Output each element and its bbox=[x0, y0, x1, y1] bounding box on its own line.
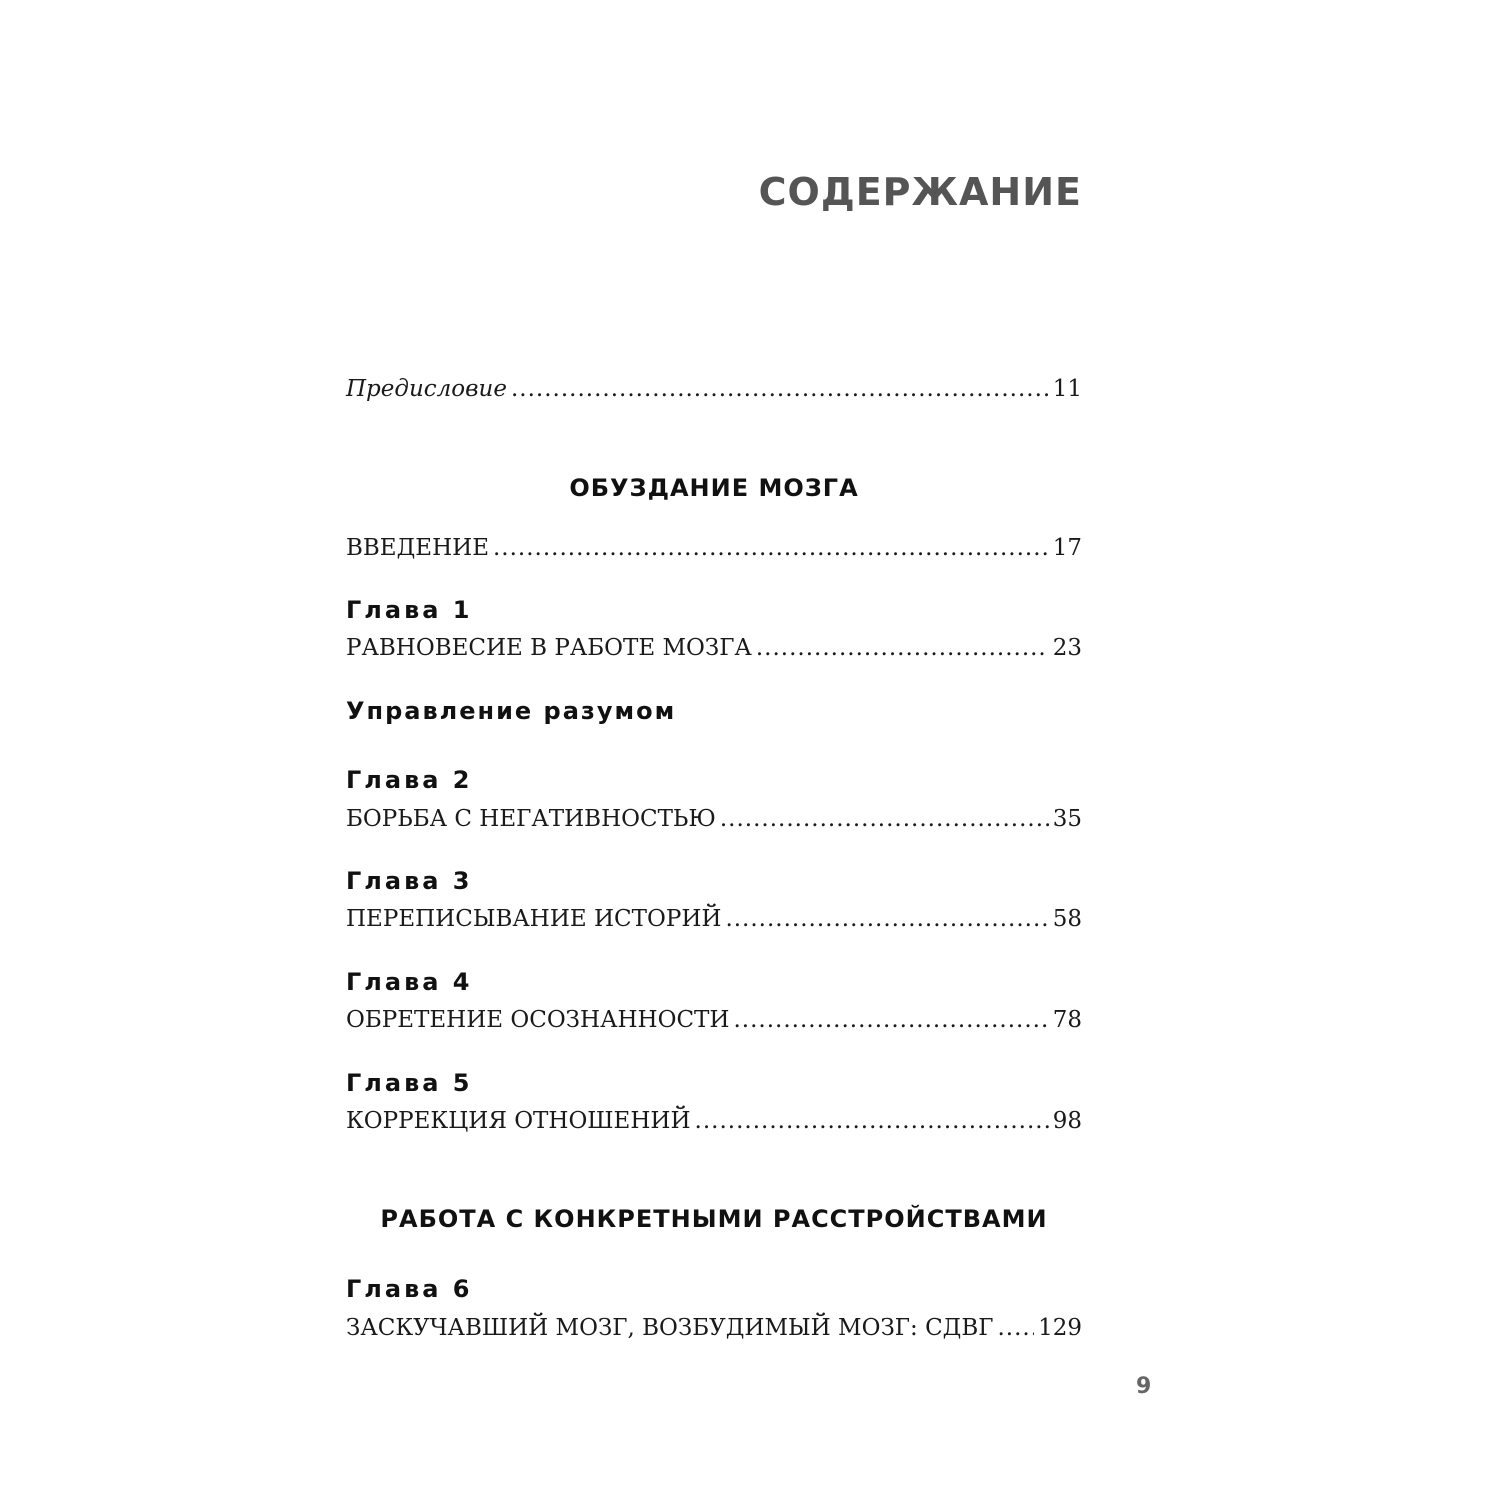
toc-entry-label: ОБРЕТЕНИЕ ОСОЗНАННОСТИ bbox=[346, 1007, 730, 1033]
toc-entry-page: 98 bbox=[1052, 1108, 1082, 1134]
toc-entry-intro[interactable] bbox=[346, 535, 1082, 561]
toc-entry-label: Предисловие bbox=[346, 376, 507, 402]
section-heading: ОБУЗДАНИЕ МОЗГА bbox=[569, 474, 859, 502]
chapter-label: Глава 2 bbox=[346, 766, 473, 794]
toc-entry-label: БОРЬБА С НЕГАТИВНОСТЬЮ bbox=[346, 806, 716, 832]
toc-entry-label: РАВНОВЕСИЕ В РАБОТЕ МОЗГА bbox=[346, 635, 752, 661]
dot-leader bbox=[493, 535, 1049, 561]
chapter-label: Глава 1 bbox=[346, 596, 473, 624]
chapter-label: Глава 5 bbox=[346, 1069, 473, 1097]
toc-entry-page: 35 bbox=[1052, 806, 1082, 832]
toc-entry-chapter-1[interactable] bbox=[346, 635, 1082, 661]
toc-entry-label: КОРРЕКЦИЯ ОТНОШЕНИЙ bbox=[346, 1108, 691, 1134]
toc-entry-page: 58 bbox=[1052, 906, 1082, 932]
page-number: 9 bbox=[1136, 1374, 1152, 1399]
chapter-label: Глава 4 bbox=[346, 968, 473, 996]
dot-leader bbox=[756, 635, 1049, 661]
toc-entry-page: 17 bbox=[1052, 535, 1082, 561]
dot-leader bbox=[720, 806, 1049, 832]
toc-entry-label: ВВЕДЕНИЕ bbox=[346, 535, 489, 561]
toc-entry-page: 78 bbox=[1052, 1007, 1082, 1033]
chapter-label: Глава 6 bbox=[346, 1275, 473, 1303]
page-title: СОДЕРЖАНИЕ bbox=[758, 170, 1082, 214]
toc-entry-page: 23 bbox=[1052, 635, 1082, 661]
part-label: Управление разумом bbox=[346, 697, 677, 725]
chapter-label: Глава 3 bbox=[346, 867, 473, 895]
toc-entry-chapter-5[interactable] bbox=[346, 1108, 1082, 1134]
toc-entry-chapter-6[interactable] bbox=[346, 1315, 1082, 1341]
toc-entry-chapter-4[interactable] bbox=[346, 1007, 1082, 1033]
toc-entry-chapter-3[interactable] bbox=[346, 906, 1082, 932]
toc-entry-chapter-2[interactable] bbox=[346, 806, 1082, 832]
toc-entry-preface[interactable] bbox=[346, 376, 1082, 402]
dot-leader bbox=[733, 1007, 1048, 1033]
toc-entry-page: 11 bbox=[1052, 376, 1082, 402]
dot-leader bbox=[695, 1108, 1049, 1134]
toc-entry-label: ПЕРЕПИСЫВАНИЕ ИСТОРИЙ bbox=[346, 906, 722, 932]
section-heading: РАБОТА С КОНКРЕТНЫМИ РАССТРОЙСТВАМИ bbox=[380, 1205, 1048, 1233]
toc-entry-label: ЗАСКУЧАВШИЙ МОЗГ, ВОЗБУДИМЫЙ МОЗГ: СДВГ bbox=[346, 1315, 994, 1341]
dot-leader bbox=[511, 376, 1049, 402]
dot-leader bbox=[725, 906, 1048, 932]
dot-leader bbox=[998, 1315, 1035, 1341]
toc-entry-page: 129 bbox=[1038, 1315, 1082, 1341]
